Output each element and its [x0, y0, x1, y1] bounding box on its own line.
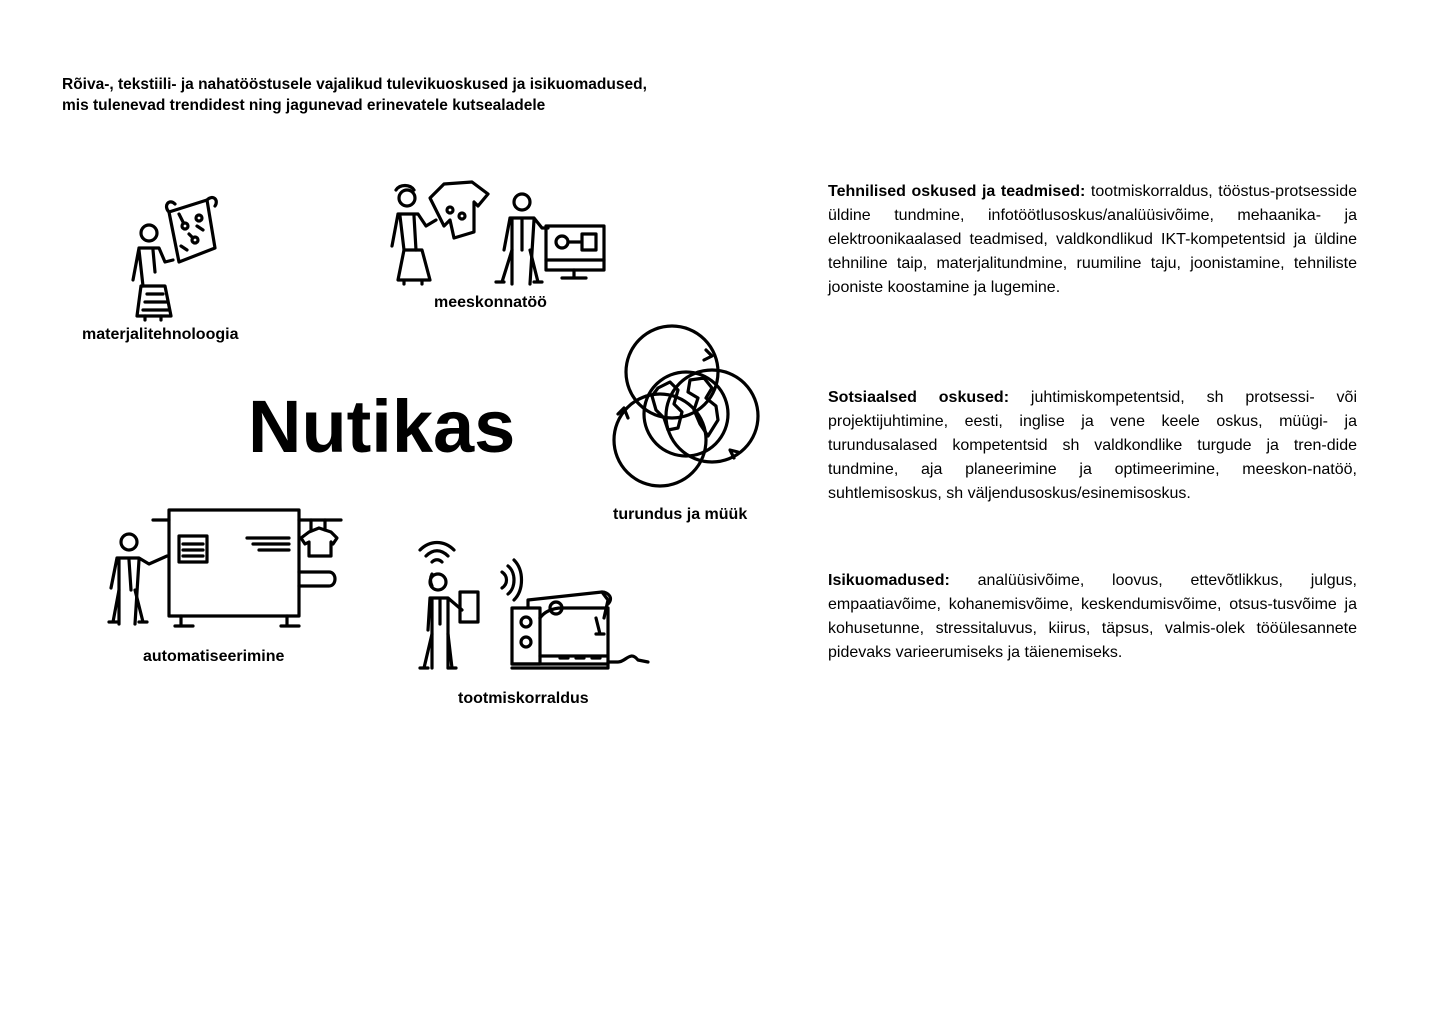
personal-traits-text: analüüsivõime, loovus, ettevõtlikkus, julgus, empaatiavõime, kohanemisvõime, keskendumisvõime, otsus-tusvõime ja kohusetunne, stressitaluvus, kiirus, täpsus, valmis-olek tööülesannete pidevaks varieerumiseks ja täienemiseks.	[828, 572, 1357, 661]
social-skills-title: Sotsiaalsed oskused:	[828, 389, 1010, 406]
page-heading	[62, 74, 782, 116]
globe-icon	[608, 328, 772, 492]
heading-line-1: Rõiva-, tekstiili- ja nahatööstusele vajalikud tulevikuoskused ja isikuomadused,	[62, 76, 647, 93]
personal-traits-title: Isikuomadused:	[828, 572, 950, 589]
heading-line-2: mis tulenevad trendidest ning jagunevad erinevatele kutsealadele	[62, 97, 546, 114]
label-marketing: turundus ja müük	[613, 506, 748, 523]
technical-skills-paragraph	[828, 180, 1357, 300]
social-skills-text: juhtimiskompetentsid, sh protsessi- või projektijuhtimine, eesti, inglise ja vene keele oskus, müügi- ja turundusalased kompetentsid sh valdkondlike turgude ja tren-dide tundmine, aja planeerimine ja optimeerimine, meeskon-natöö, suhtlemisoskus, sh väljendusoskus/esinemisoskus.	[828, 389, 1357, 502]
automation-machine-icon	[105, 506, 345, 630]
center-title: Nutikas	[248, 385, 516, 468]
social-skills-paragraph	[828, 386, 1357, 506]
technical-skills-title: Tehnilised oskused ja teadmised:	[828, 183, 1086, 200]
technical-skills-text: tootmiskorraldus, tööstus-protsesside üldine tundmine, infotöötlusoskus/analüüsivõime, mehaanika- ja elektroonikaalased teadmised, valdkondlikud IKT-kompetentsid ja üldine tehniline taip, materjalitundmine, ruumiline taju, joonistamine, tehniliste jooniste koostamine ja lugemine.	[828, 183, 1357, 296]
label-teamwork: meeskonnatöö	[434, 294, 547, 311]
fabric-sample-icon	[125, 190, 225, 320]
production-robot-icon	[416, 538, 652, 674]
teamwork-icon	[388, 180, 612, 286]
label-production: tootmiskorraldus	[458, 690, 589, 707]
personal-traits-paragraph	[828, 569, 1357, 665]
label-materials: materjalitehnoloogia	[82, 326, 239, 343]
label-automation: automatiseerimine	[143, 648, 285, 665]
